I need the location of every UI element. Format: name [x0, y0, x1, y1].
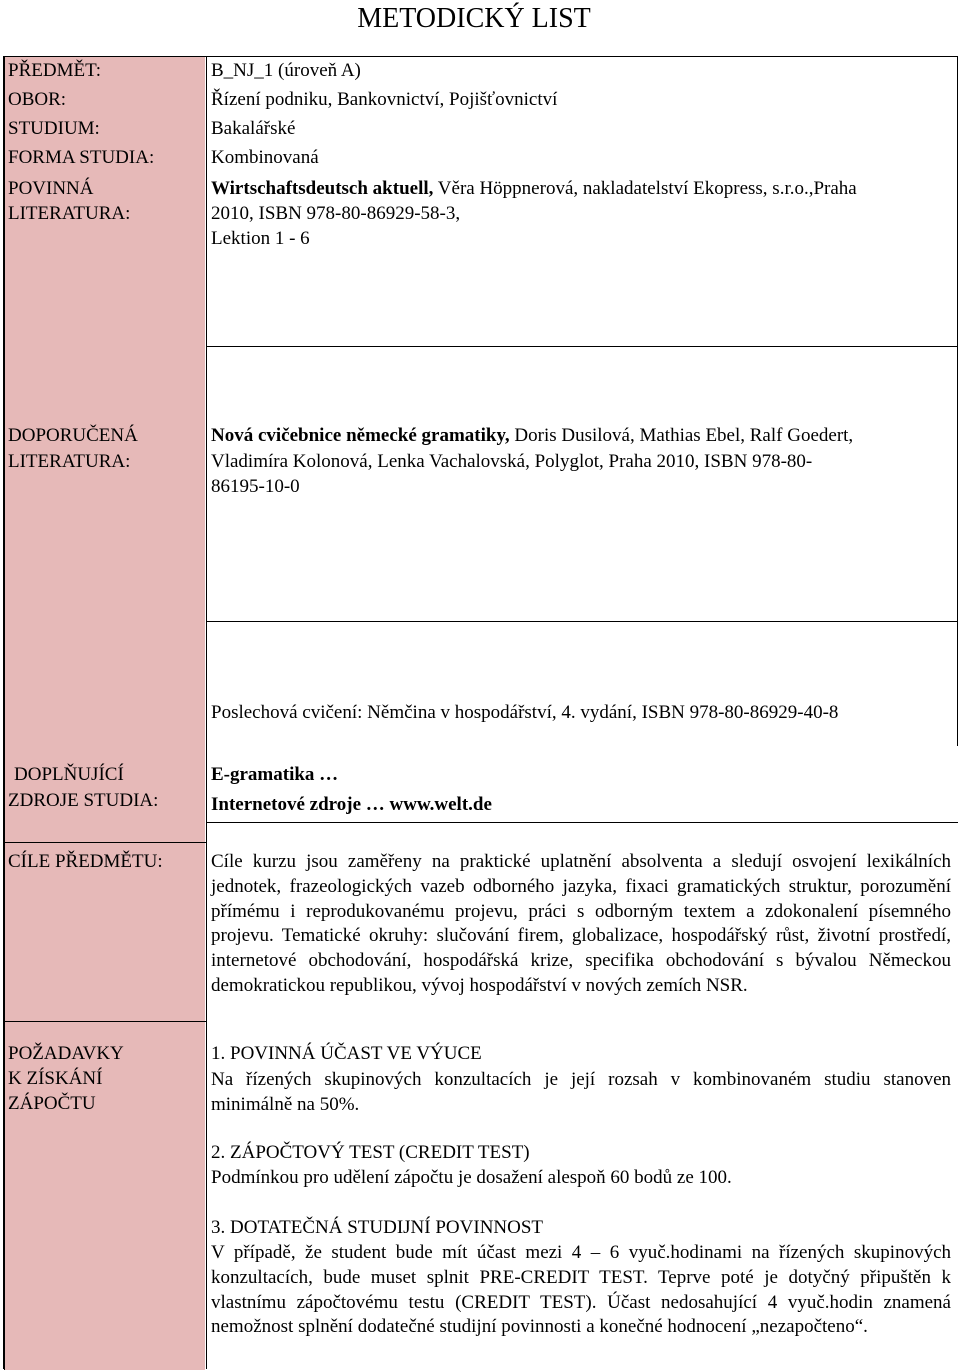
requirement-3-text: V případě, že student bude mít účast mezi 4 – 6 vyuč.hodinami na řízených skupinových konzultacích, bude muset splnit PRE-CREDIT TEST. Teprve poté je dotyčný připuštěn k vlastnímu zápočtovému testu (CREDIT TEST). Účast nedosahující 4 vyuč.hodin znamená nemožnost splnění dodatečné studijní povinnosti a konečné hodnocení „nezapočteno“. [211, 1242, 951, 1338]
value-poslechova-cviceni: Poslechová cvičení: Němčina v hospodářství, 4. vydání, ISBN 978-80-86929-40-8 [211, 702, 839, 723]
value-povinna-line3: Lektion 1 - 6 [211, 228, 310, 249]
requirement-1-title: 1. POVINNÁ ÚČAST VE VÝUCE [211, 1043, 482, 1064]
value-doplnujici-1: E-gramatika … [211, 764, 339, 785]
row-divider [3, 1021, 206, 1022]
requirement-3-title: 3. DOTATEČNÁ STUDIJNÍ POVINNOST [211, 1217, 544, 1238]
row-divider [207, 346, 958, 347]
row-divider [3, 842, 206, 843]
value-doporucena-line2: Vladimíra Kolonová, Lenka Vachalovská, Polyglot, Praha 2010, ISBN 978-80- [211, 451, 813, 472]
requirement-2-title: 2. ZÁPOČTOVÝ TEST (CREDIT TEST) [211, 1142, 530, 1163]
label-predmet: PŘEDMĚT: [8, 60, 102, 81]
value-studium: Bakalářské [211, 118, 296, 139]
value-doporucena-literatura [211, 424, 853, 448]
label-pozadavky-1: POŽADAVKY [8, 1043, 124, 1064]
value-doplnujici-2: Internetové zdroje … www.welt.de [211, 794, 492, 815]
label-povinna-1: POVINNÁ [8, 178, 94, 199]
value-predmet: B_NJ_1 (úroveň A) [211, 60, 361, 81]
column-divider [206, 56, 207, 1369]
value-cile-predmetu: Cíle kurzu jsou zaměřeny na praktické uplatnění absolventa a sledují osvojení lexikálních jednotek, frazeologických vazeb odborného jazyka, fixaci gramatických struktur, porozumění přímému i reprodukovanému projevu, práci s odborným textem a zdokonalení písemného projevu. Tematické okruhy: slučování firem, globalizace, hospodářský růst, životní prostředí, internetové obchodování, hospodářská krize, specifika obchodování s bývalou Německou demokratickou republikou, vývoj hospodářství v nových zemích NSR. [211, 851, 951, 996]
label-obor: OBOR: [8, 89, 67, 110]
label-studium: STUDIUM: [8, 118, 100, 139]
value-obor: Řízení podniku, Bankovnictví, Pojišťovnictví [211, 89, 558, 110]
table-right-border [957, 56, 958, 746]
label-doporucena-1: DOPORUČENÁ [8, 425, 138, 446]
requirement-1-text: Na řízených skupinových konzultacích je její rozsah v kombinovaném studiu stanoven minimálně na 50%. [211, 1069, 951, 1115]
label-povinna-2: LITERATURA: [8, 203, 131, 224]
value-doporucena-line3: 86195-10-0 [211, 476, 300, 497]
row-divider [207, 621, 958, 622]
doporucena-book-title: Nová cvičebnice německé gramatiky, [211, 425, 510, 446]
povinna-book-details: Věra Höppnerová, nakladatelství Ekopress, s.r.o.,Praha [433, 178, 857, 199]
label-pozadavky-2: K ZÍSKÁNÍ [8, 1068, 103, 1089]
label-pozadavky-3: ZÁPOČTU [8, 1093, 96, 1114]
label-doplnujici-2: ZDROJE STUDIA: [8, 790, 159, 811]
povinna-book-title: Wirtschaftsdeutsch aktuell, [211, 178, 434, 199]
label-doplnujici-1: DOPLŇUJÍCÍ [14, 764, 124, 785]
row-divider [207, 822, 958, 823]
value-povinna-literatura [211, 177, 857, 201]
value-povinna-line2: 2010, ISBN 978-80-86929-58-3, [211, 203, 461, 224]
value-forma-studia: Kombinovaná [211, 147, 319, 168]
label-cile-predmetu: CÍLE PŘEDMĚTU: [8, 851, 163, 872]
document-title: METODICKÝ LIST [357, 3, 591, 34]
label-doporucena-2: LITERATURA: [8, 451, 131, 472]
requirement-2-text: Podmínkou pro udělení zápočtu je dosažení alespoň 60 bodů ze 100. [211, 1167, 732, 1188]
label-forma-studia: FORMA STUDIA: [8, 147, 155, 168]
label-column [4, 57, 205, 1370]
doporucena-book-details: Doris Dusilová, Mathias Ebel, Ralf Goedert, [509, 425, 854, 446]
